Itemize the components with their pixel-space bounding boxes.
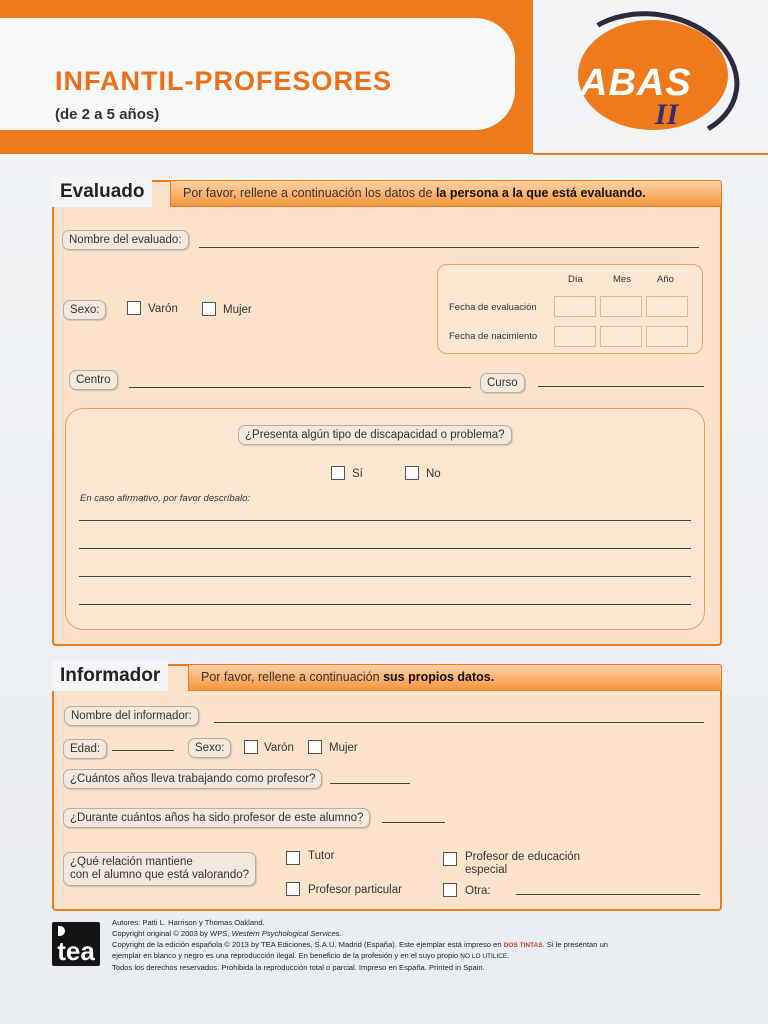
disability-no-checkbox[interactable] xyxy=(405,466,419,480)
describe-prompt: En caso afirmativo, por favor descríbalo: xyxy=(80,493,251,504)
other-checkbox[interactable] xyxy=(443,883,457,897)
disability-question: ¿Presenta algún tipo de discapacidad o problema? xyxy=(238,425,512,445)
evaluado-female-checkbox[interactable] xyxy=(202,302,216,316)
date-col-month: Mes xyxy=(613,274,631,285)
birth-date-label: Fecha de nacimiento xyxy=(449,331,538,342)
credits-line3-post: . Si le presentan un xyxy=(542,939,609,949)
course-field[interactable] xyxy=(538,386,704,387)
header-card xyxy=(0,18,515,130)
informador-name-label: Nombre del informador: xyxy=(64,706,199,726)
informador-name-field[interactable] xyxy=(214,722,704,723)
birth-date-month[interactable] xyxy=(600,326,642,347)
tea-logo-text: tea xyxy=(57,936,95,966)
informador-banner-text: Por favor, rellene a continuación xyxy=(201,670,384,684)
special-ed-checkbox[interactable] xyxy=(443,852,457,866)
informador-male-checkbox[interactable] xyxy=(244,740,258,754)
tutor-checkbox[interactable] xyxy=(286,851,300,865)
evaluado-banner xyxy=(170,180,722,207)
evaluado-header xyxy=(52,180,722,207)
birth-date-day[interactable] xyxy=(554,326,596,347)
evaluado-name-field[interactable] xyxy=(199,247,699,248)
special-ed-label-1: Profesor de educación xyxy=(465,851,581,863)
date-col-year: Año xyxy=(657,274,674,285)
disability-panel xyxy=(65,408,705,630)
relation-question-line-2: con el alumno que está valorando? xyxy=(70,869,250,881)
logo-edition: II xyxy=(655,98,679,131)
tutor-label: Tutor xyxy=(308,850,335,862)
credits-authors: Autores: Patti L. Harrison y Thomas Oakland. xyxy=(112,918,265,927)
credits-line4-post: . xyxy=(507,951,510,961)
informador-banner-bold: sus propios datos. xyxy=(383,670,495,684)
date-panel xyxy=(437,264,703,354)
credits xyxy=(112,918,718,974)
credits-warning xyxy=(112,951,718,963)
years-teaching-label: ¿Cuántos años lleva trabajando como profesor? xyxy=(63,769,322,789)
birth-date-year[interactable] xyxy=(646,326,688,347)
eval-date-day[interactable] xyxy=(554,296,596,317)
credits-line4-text: ejemplar en blanco y negro es una reproducción ilegal. En beneficio de la profesión y en el suyo propio xyxy=(112,951,461,961)
credits-line2-italic: Western Psychological Services. xyxy=(231,928,342,938)
informador-female-checkbox[interactable] xyxy=(308,740,322,754)
informador-male-label: Varón xyxy=(264,742,294,754)
evaluado-female-label: Mujer xyxy=(223,304,252,316)
informador-banner xyxy=(188,664,722,691)
disability-yes-checkbox[interactable] xyxy=(331,466,345,480)
center-label: Centro xyxy=(69,370,118,390)
evaluado-name-label: Nombre del evaluado: xyxy=(62,230,189,250)
age-field[interactable] xyxy=(112,750,174,751)
relation-question xyxy=(63,852,256,886)
credits-line3-text: Copyright de la edición española © 2013 by TEA Ediciones, S.A.U. Madrid (España). Este ejemplar está impreso en xyxy=(112,939,504,949)
center-field[interactable] xyxy=(129,387,471,388)
years-teaching-field[interactable] xyxy=(330,783,410,784)
evaluado-section xyxy=(52,180,722,646)
credits-do-not-use: NO LO UTILICE xyxy=(460,953,508,961)
eval-date-month[interactable] xyxy=(600,296,642,317)
eval-date-year[interactable] xyxy=(646,296,688,317)
years-student-field[interactable] xyxy=(382,822,445,823)
informador-section xyxy=(52,664,722,911)
credits-copyright-spanish xyxy=(112,940,718,952)
describe-line-4[interactable] xyxy=(79,604,691,605)
abas-logo xyxy=(560,10,740,140)
informador-sex-label: Sexo: xyxy=(188,738,231,758)
credits-two-inks: DOS TINTAS xyxy=(503,941,543,949)
evaluado-male-checkbox[interactable] xyxy=(127,301,141,315)
special-ed-label-2: especial xyxy=(465,864,508,876)
other-label: Otra: xyxy=(465,885,491,897)
eval-date-label: Fecha de evaluación xyxy=(449,302,537,313)
other-field[interactable] xyxy=(516,894,700,895)
describe-line-1[interactable] xyxy=(79,520,691,521)
evaluado-label: Evaluado xyxy=(52,176,152,207)
describe-line-2[interactable] xyxy=(79,548,691,549)
informador-header xyxy=(52,664,722,691)
evaluado-male-label: Varón xyxy=(148,303,178,315)
disability-yes-label: Sí xyxy=(352,468,363,480)
disability-no-label: No xyxy=(426,468,441,480)
private-teacher-label: Profesor particular xyxy=(308,884,402,896)
logo-brand: ABAS xyxy=(580,62,692,104)
years-student-label: ¿Durante cuántos años ha sido profesor de este alumno? xyxy=(63,808,370,828)
form-title: INFANTIL-PROFESORES xyxy=(55,66,393,96)
tea-logo xyxy=(52,922,100,966)
course-label: Curso xyxy=(480,373,525,393)
describe-line-3[interactable] xyxy=(79,576,691,577)
tea-logo-notch xyxy=(58,926,65,936)
credits-rights: Todos los derechos reservados. Prohibida la reproducción total o parcial. Impreso en España. Printed in Spain. xyxy=(112,963,485,973)
footer xyxy=(52,918,718,978)
relation-question-line-1: ¿Qué relación mantiene xyxy=(70,856,193,868)
credits-copyright-original xyxy=(112,929,718,940)
header-rule xyxy=(533,153,768,155)
age-label: Edad: xyxy=(63,739,107,759)
evaluado-banner-bold: la persona a la que está evaluando. xyxy=(435,186,646,200)
form-subtitle: (de 2 a 5 años) xyxy=(55,106,160,123)
evaluado-sex-label: Sexo: xyxy=(63,300,106,320)
credits-line2-text: Copyright original © 2003 by WPS, xyxy=(112,928,232,938)
informador-female-label: Mujer xyxy=(329,742,358,754)
informador-label: Informador xyxy=(52,660,168,691)
date-col-day: Día xyxy=(568,274,583,285)
evaluado-banner-text: Por favor, rellene a continuación los datos de xyxy=(183,186,436,200)
private-teacher-checkbox[interactable] xyxy=(286,882,300,896)
